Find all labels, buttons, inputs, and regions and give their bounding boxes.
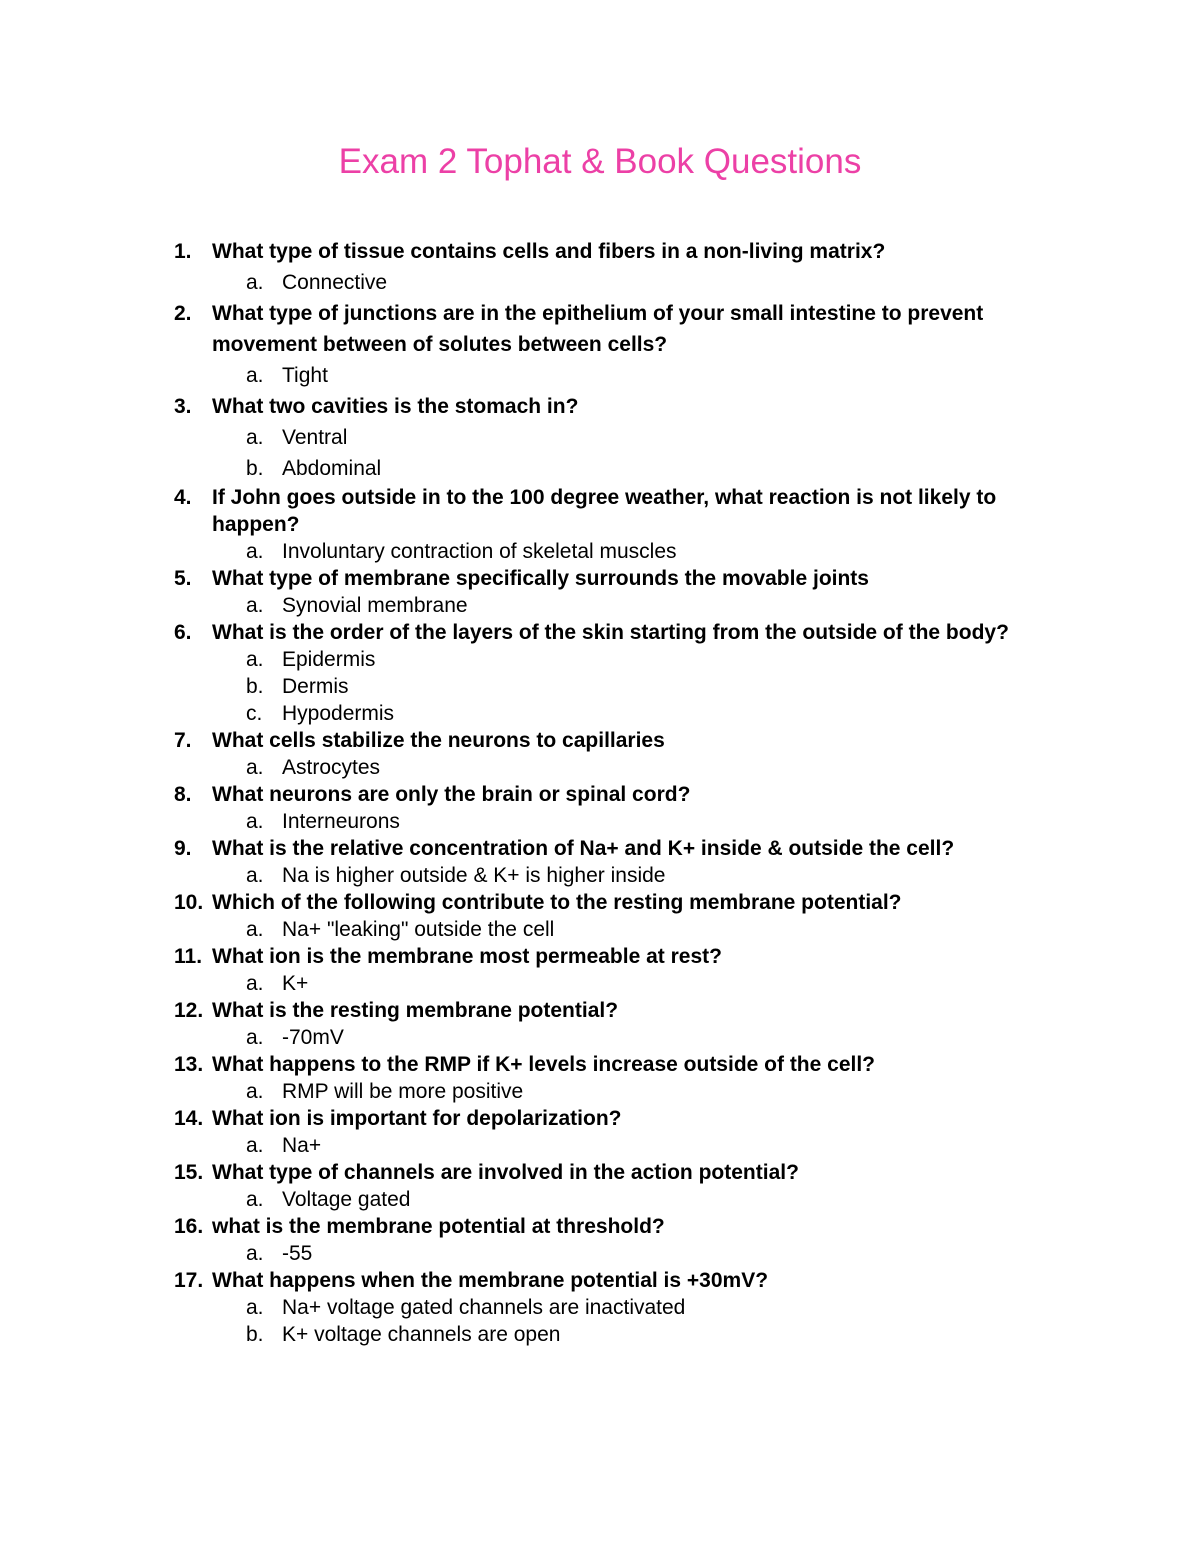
question-text: Which of the following contribute to the resting membrane potential?	[212, 891, 902, 914]
question-text: What ion is the membrane most permeable at rest?	[212, 945, 722, 968]
question-item	[174, 619, 1054, 727]
answer-letter: a.	[246, 1296, 264, 1319]
answer-text: Voltage gated	[282, 1188, 411, 1211]
answer-list	[174, 422, 1054, 484]
question-text: What type of channels are involved in the action potential?	[212, 1161, 799, 1184]
answer-list	[174, 267, 1054, 298]
answer-item	[246, 453, 1054, 484]
answer-letter: a.	[246, 540, 264, 563]
answer-item	[246, 754, 1054, 781]
question-text: What happens to the RMP if K+ levels increase outside of the cell?	[212, 1053, 876, 1076]
answer-list	[174, 862, 1054, 889]
answer-item	[246, 673, 1054, 700]
question-item	[174, 835, 1054, 889]
answer-list	[174, 592, 1054, 619]
answer-letter: a.	[246, 756, 264, 779]
question-text: What two cavities is the stomach in?	[212, 395, 579, 418]
answer-text: Na+ "leaking" outside the cell	[282, 918, 555, 941]
answer-list	[174, 1186, 1054, 1213]
answer-text: Interneurons	[282, 810, 400, 833]
answer-letter: a.	[246, 1134, 264, 1157]
question-item	[174, 1159, 1054, 1213]
answer-list	[174, 970, 1054, 997]
answer-letter: a.	[246, 364, 264, 387]
answer-letter: b.	[246, 457, 264, 480]
question-number: 11.	[174, 945, 203, 968]
answer-text: Involuntary contraction of skeletal muscles	[282, 540, 677, 563]
answer-list	[174, 1240, 1054, 1267]
answer-letter: b.	[246, 1323, 264, 1346]
answer-letter: a.	[246, 1080, 264, 1103]
answer-item	[246, 1024, 1054, 1051]
answer-letter: a.	[246, 1242, 264, 1265]
question-number: 3.	[174, 395, 192, 418]
question-item	[174, 1267, 1054, 1348]
answer-item	[246, 808, 1054, 835]
answer-item	[246, 1186, 1054, 1213]
answer-item	[246, 700, 1054, 727]
answer-text: Ventral	[282, 426, 348, 449]
question-item	[174, 565, 1054, 619]
answer-text: Hypodermis	[282, 702, 395, 725]
answer-letter: a.	[246, 1026, 264, 1049]
answer-list	[174, 754, 1054, 781]
answer-text: RMP will be more positive	[282, 1080, 524, 1103]
answer-text: Dermis	[282, 675, 349, 698]
question-item	[174, 298, 1054, 391]
question-item	[174, 889, 1054, 943]
answer-item	[246, 267, 1054, 298]
answer-item	[246, 360, 1054, 391]
question-number: 16.	[174, 1215, 204, 1238]
question-number: 5.	[174, 567, 192, 590]
answer-text: Abdominal	[282, 457, 382, 480]
question-item	[174, 1105, 1054, 1159]
question-item	[174, 236, 1054, 298]
answer-text: Synovial membrane	[282, 594, 468, 617]
answer-list	[174, 916, 1054, 943]
question-text: What type of tissue contains cells and fibers in a non-living matrix?	[212, 240, 886, 263]
question-item	[174, 1213, 1054, 1267]
answer-letter: a.	[246, 648, 264, 671]
answer-item	[246, 862, 1054, 889]
answer-item	[246, 916, 1054, 943]
question-list	[174, 236, 1054, 1348]
answer-letter: a.	[246, 972, 264, 995]
answer-text: Na+ voltage gated channels are inactivated	[282, 1296, 686, 1319]
answer-list	[174, 1132, 1054, 1159]
question-item	[174, 943, 1054, 997]
question-text: What type of membrane specifically surrounds the movable joints	[212, 567, 869, 590]
question-number: 9.	[174, 837, 192, 860]
question-text: What happens when the membrane potential is +30mV?	[212, 1269, 769, 1292]
question-number: 2.	[174, 302, 192, 325]
answer-item	[246, 1240, 1054, 1267]
answer-letter: b.	[246, 675, 264, 698]
question-number: 7.	[174, 729, 192, 752]
question-text: What ion is important for depolarization?	[212, 1107, 622, 1130]
question-number: 4.	[174, 486, 192, 509]
answer-letter: a.	[246, 594, 264, 617]
question-item	[174, 1051, 1054, 1105]
answer-item	[246, 1132, 1054, 1159]
answer-text: Tight	[282, 364, 328, 387]
answer-letter: a.	[246, 426, 264, 449]
question-number: 17.	[174, 1269, 204, 1292]
answer-text: Epidermis	[282, 648, 376, 671]
answer-item	[246, 1294, 1054, 1321]
answer-letter: a.	[246, 1188, 264, 1211]
answer-letter: a.	[246, 271, 264, 294]
answer-list	[174, 538, 1054, 565]
answer-letter: a.	[246, 810, 264, 833]
question-number: 6.	[174, 621, 192, 644]
answer-text: K+ voltage channels are open	[282, 1323, 561, 1346]
question-text: If John goes outside in to the 100 degree weather, what reaction is not likely to happen?	[212, 486, 997, 536]
answer-text: -70mV	[282, 1026, 344, 1049]
question-number: 8.	[174, 783, 192, 806]
answer-list	[174, 1078, 1054, 1105]
question-number: 15.	[174, 1161, 204, 1184]
answer-text: Astrocytes	[282, 756, 381, 779]
question-text: What is the order of the layers of the skin starting from the outside of the body?	[212, 621, 1009, 644]
question-text: what is the membrane potential at threshold?	[212, 1215, 665, 1238]
answer-text: Connective	[282, 271, 388, 294]
question-text: What neurons are only the brain or spinal cord?	[212, 783, 691, 806]
question-item	[174, 997, 1054, 1051]
answer-item	[246, 1321, 1054, 1348]
question-text: What is the relative concentration of Na+ and K+ inside & outside the cell?	[212, 837, 955, 860]
question-item	[174, 781, 1054, 835]
answer-letter: c.	[246, 702, 263, 725]
answer-letter: a.	[246, 918, 264, 941]
question-number: 12.	[174, 999, 204, 1022]
answer-item	[246, 538, 1054, 565]
question-item	[174, 391, 1054, 484]
question-item	[174, 727, 1054, 781]
question-number: 14.	[174, 1107, 204, 1130]
answer-list	[174, 646, 1054, 727]
answer-item	[246, 646, 1054, 673]
answer-text: -55	[282, 1242, 313, 1265]
answer-item	[246, 1078, 1054, 1105]
answer-text: Na+	[282, 1134, 322, 1157]
answer-list	[174, 1024, 1054, 1051]
question-text: What is the resting membrane potential?	[212, 999, 619, 1022]
question-number: 10.	[174, 891, 204, 914]
answer-text: K+	[282, 972, 309, 995]
answer-list	[174, 808, 1054, 835]
question-number: 1.	[174, 240, 192, 263]
question-text: What type of junctions are in the epithelium of your small intestine to prevent movement between of solutes between cells?	[212, 302, 984, 356]
answer-list	[174, 360, 1054, 391]
question-item	[174, 484, 1054, 565]
question-text: What cells stabilize the neurons to capillaries	[212, 729, 665, 752]
answer-item	[246, 422, 1054, 453]
answer-item	[246, 970, 1054, 997]
page-title: Exam 2 Tophat & Book Questions	[338, 142, 862, 181]
question-number: 13.	[174, 1053, 204, 1076]
answer-list	[174, 1294, 1054, 1348]
answer-item	[246, 592, 1054, 619]
answer-text: Na is higher outside & K+ is higher inside	[282, 864, 666, 887]
answer-letter: a.	[246, 864, 264, 887]
